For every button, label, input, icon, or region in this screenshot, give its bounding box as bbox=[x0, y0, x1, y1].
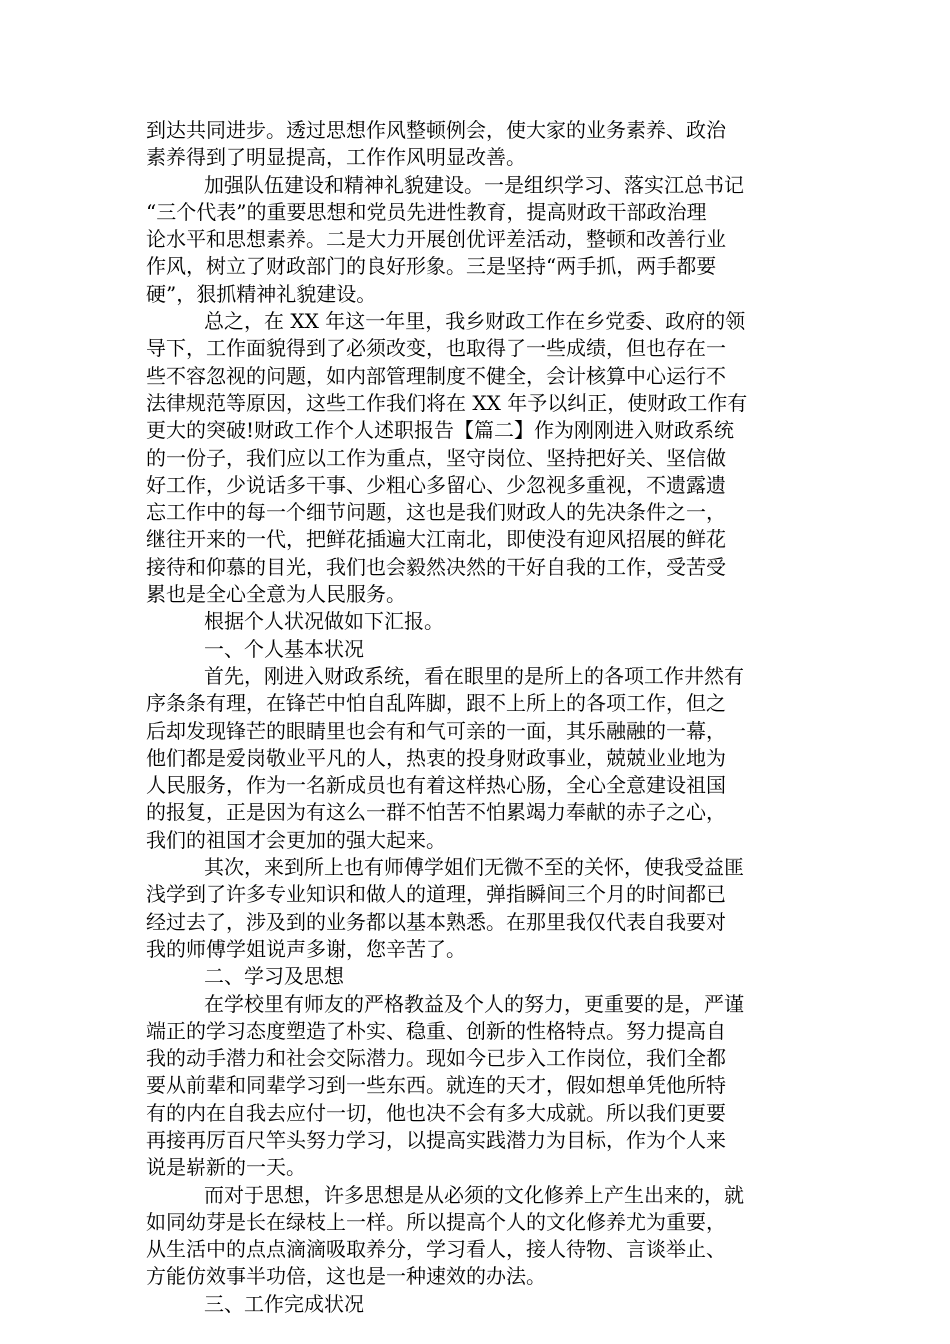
text-line: 些不容忽视的问题，如内部管理制度不健全，会计核算中心运行不 bbox=[146, 363, 726, 388]
text-line: 作风，树立了财政部门的良好形象。三是坚持“两手抓，两手都要 bbox=[146, 254, 717, 279]
text-line: 二、学习及思想 bbox=[204, 964, 344, 989]
document-body bbox=[146, 117, 806, 1318]
text-line: 的报复，正是因为有这么一群不怕苦不怕累竭力奉献的赤子之心， bbox=[146, 800, 726, 825]
text-line: 人民服务，作为一名新成员也有着这样热心肠，全心全意建设祖国 bbox=[146, 773, 726, 798]
text-line: 到达共同进步。透过思想作风整顿例会，使大家的业务素养、政治 bbox=[146, 118, 726, 142]
text-line: 其次，来到所上也有师傅学姐们无微不至的关怀，使我受益匪 bbox=[204, 855, 744, 880]
text-line: 从生活中的点点滴滴吸取养分，学习看人，接人待物、言谈举止、 bbox=[146, 1237, 726, 1262]
text-line: 继往开来的一代，把鲜花插遍大江南北，即使没有迎风招展的鲜花 bbox=[146, 527, 726, 552]
text-line: 论水平和思想素养。二是大力开展创优评差活动，整顿和改善行业 bbox=[146, 227, 726, 252]
text-line: 总之，在 XX 年这一年里，我乡财政工作在乡党委、政府的领 bbox=[204, 309, 746, 334]
text-line: 累也是全心全意为人民服务。 bbox=[146, 582, 406, 607]
text-line: 而对于思想，许多思想是从必须的文化修养上产生出来的，就 bbox=[204, 1182, 744, 1207]
text-line: “三个代表”的重要思想和党员先进性教育，提高财政干部政治理 bbox=[146, 199, 707, 224]
text-line: 序条条有理，在锋芒中怕自乱阵脚，跟不上所上的各项工作，但之 bbox=[146, 691, 726, 716]
text-line: 三、工作完成状况 bbox=[204, 1291, 364, 1316]
text-line: 说是崭新的一天。 bbox=[146, 1155, 306, 1180]
text-line: 后却发现锋芒的眼睛里也会有和气可亲的一面，其乐融融的一幕， bbox=[146, 718, 726, 743]
text-line: 忘工作中的每一个细节问题，这也是我们财政人的先决条件之一， bbox=[146, 500, 726, 525]
text-line: 的一份子，我们应以工作为重点，坚守岗位、坚持把好关、坚信做 bbox=[146, 445, 726, 470]
text-line: 我们的祖国才会更加的强大起来。 bbox=[146, 827, 446, 852]
text-line: 法律规范等原因，这些工作我们将在 XX 年予以纠正，使财政工作有 bbox=[146, 390, 748, 415]
text-line: 首先，刚进入财政系统，看在眼里的是所上的各项工作井然有 bbox=[204, 663, 744, 688]
text-line: 加强队伍建设和精神礼貌建设。一是组织学习、落实江总书记 bbox=[204, 172, 744, 197]
text-line: 在学校里有师友的严格教益及个人的努力，更重要的是，严谨 bbox=[204, 991, 744, 1016]
text-line: 如同幼芽是长在绿枝上一样。所以提高个人的文化修养尤为重要， bbox=[146, 1209, 726, 1234]
text-line: 方能仿效事半功倍，这也是一种速效的办法。 bbox=[146, 1264, 546, 1289]
text-line: 素养得到了明显提高，工作作风明显改善。 bbox=[146, 145, 526, 170]
text-line: 接待和仰慕的目光，我们也会毅然决然的干好自我的工作，受苦受 bbox=[146, 554, 726, 579]
text-line: 我的师傅学姐说声多谢，您辛苦了。 bbox=[146, 936, 466, 961]
text-line: 导下，工作面貌得到了必须改变，也取得了一些成绩，但也存在一 bbox=[146, 336, 726, 361]
text-line: 根据个人状况做如下汇报。 bbox=[204, 609, 444, 634]
text-line: 一、个人基本状况 bbox=[204, 636, 364, 661]
text-line: 我的动手潜力和社会交际潜力。现如今已步入工作岗位，我们全都 bbox=[146, 1046, 726, 1071]
text-line: 更大的突破!财政工作个人述职报告【篇二】作为刚刚进入财政系统 bbox=[146, 418, 735, 443]
text-line: 要从前辈和同辈学习到一些东西。就连的天才，假如想单凭他所特 bbox=[146, 1073, 726, 1098]
text-line: 好工作，少说话多干事、少粗心多留心、少忽视多重视，不遗露遗 bbox=[146, 472, 726, 497]
text-line: 硬”，狠抓精神礼貌建设。 bbox=[146, 281, 377, 306]
text-line: 他们都是爱岗敬业平凡的人，热衷的投身财政事业，兢兢业业地为 bbox=[146, 745, 726, 770]
text-line: 端正的学习态度塑造了朴实、稳重、创新的性格特点。努力提高自 bbox=[146, 1018, 726, 1043]
text-line: 浅学到了许多专业知识和做人的道理，弹指瞬间三个月的时间都已 bbox=[146, 882, 726, 907]
text-line: 有的内在自我去应付一切，他也决不会有多大成就。所以我们更要 bbox=[146, 1100, 726, 1125]
text-line: 再接再厉百尺竿头努力学习，以提高实践潜力为目标，作为个人来 bbox=[146, 1127, 726, 1152]
text-line: 经过去了，涉及到的业务都以基本熟悉。在那里我仅代表自我要对 bbox=[146, 909, 726, 934]
